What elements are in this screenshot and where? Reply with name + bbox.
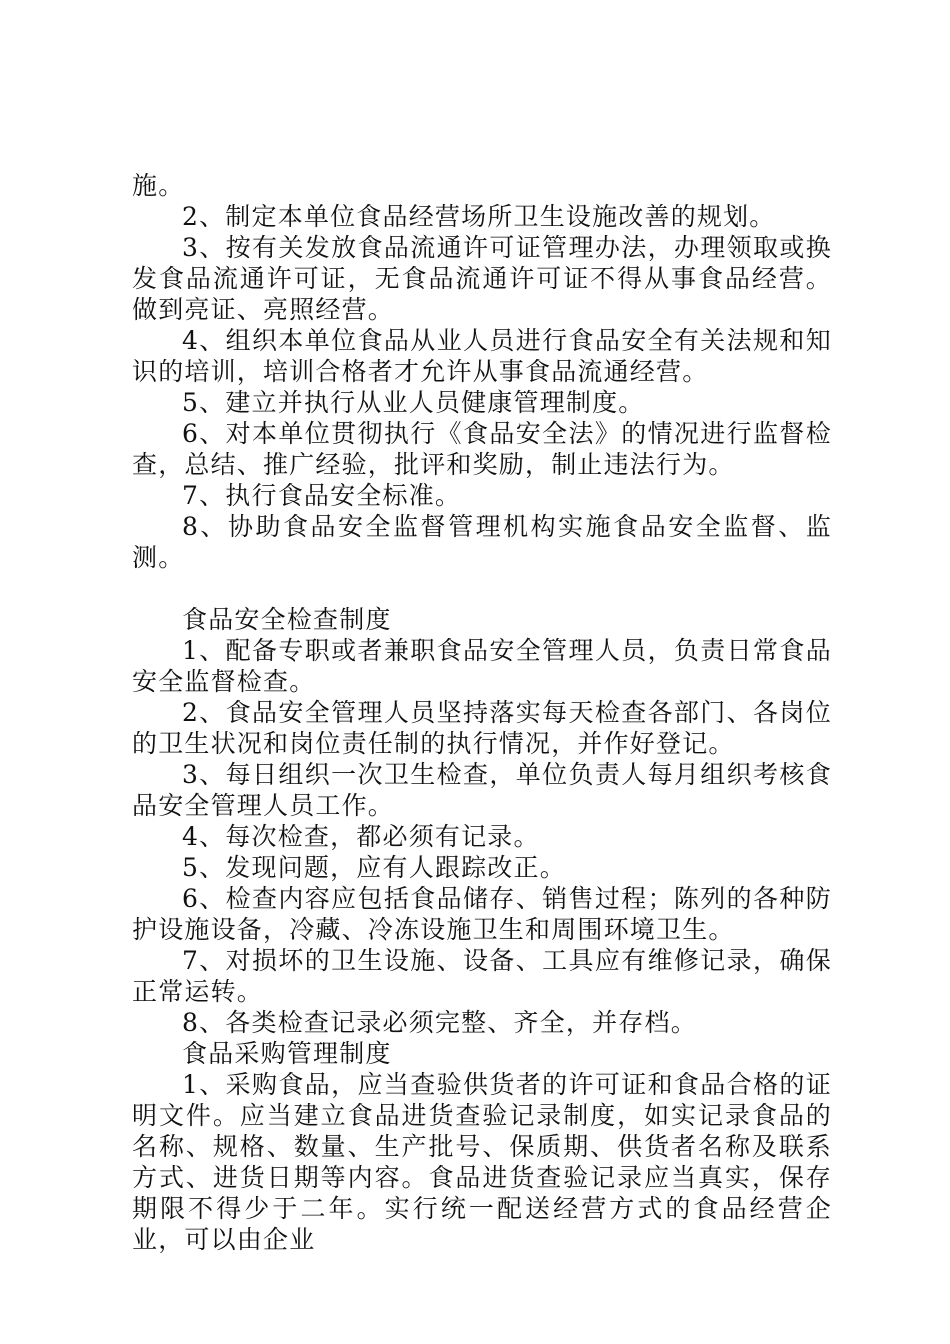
paragraph: 3、按有关发放食品流通许可证管理办法，办理领取或换发食品流通许可证，无食品流通许可证不得从事食品经营。做到亮证、亮照经营。 bbox=[132, 233, 832, 324]
responsibility-section bbox=[132, 170, 832, 573]
paragraph: 6、对本单位贯彻执行《食品安全法》的情况进行监督检查，总结、推广经验，批评和奖励，制止违法行为。 bbox=[132, 419, 832, 479]
section-title-procurement: 食品采购管理制度 bbox=[182, 1039, 392, 1068]
paragraph: 6、检查内容应包括食品储存、销售过程；陈列的各种防护设施设备，冷藏、冷冻设施卫生和周围环境卫生。 bbox=[132, 884, 832, 944]
paragraph: 3、每日组织一次卫生检查，单位负责人每月组织考核食品安全管理人员工作。 bbox=[132, 760, 832, 820]
inspection-section bbox=[132, 635, 832, 1038]
section-gap bbox=[132, 573, 832, 604]
paragraph: 5、建立并执行从业人员健康管理制度。 bbox=[182, 388, 645, 417]
paragraph: 1、配备专职或者兼职食品安全管理人员，负责日常食品安全监督检查。 bbox=[132, 636, 832, 696]
paragraph: 4、组织本单位食品从业人员进行食品安全有关法规和知识的培训，培训合格者才允许从事食品流通经营。 bbox=[132, 326, 832, 386]
paragraph: 施。 bbox=[132, 171, 185, 200]
procurement-section bbox=[132, 1069, 832, 1255]
paragraph: 7、对损坏的卫生设施、设备、工具应有维修记录，确保正常运转。 bbox=[132, 946, 832, 1006]
section-title-inspection: 食品安全检查制度 bbox=[182, 605, 392, 634]
paragraph: 4、每次检查，都必须有记录。 bbox=[182, 822, 540, 851]
paragraph: 2、食品安全管理人员坚持落实每天检查各部门、各岗位的卫生状况和岗位责任制的执行情况，并作好登记。 bbox=[132, 698, 832, 758]
paragraph: 5、发现问题，应有人跟踪改正。 bbox=[182, 853, 566, 882]
paragraph: 7、执行食品安全标准。 bbox=[182, 481, 462, 510]
paragraph: 1、采购食品，应当查验供货者的许可证和食品合格的证明文件。应当建立食品进货查验记录制度，如实记录食品的名称、规格、数量、生产批号、保质期、供货者名称及联系方式、进货日期等内容。食品进货查验记录应当真实，保存期限不得少于二年。实行统一配送经营方式的食品经营企业，可以由企业 bbox=[132, 1070, 832, 1254]
paragraph: 8、协助食品安全监督管理机构实施食品安全监督、监测。 bbox=[132, 512, 832, 572]
paragraph: 2、制定本单位食品经营场所卫生设施改善的规划。 bbox=[182, 202, 776, 231]
paragraph: 8、各类检查记录必须完整、齐全，并存档。 bbox=[182, 1008, 697, 1037]
document-page bbox=[132, 170, 832, 1255]
